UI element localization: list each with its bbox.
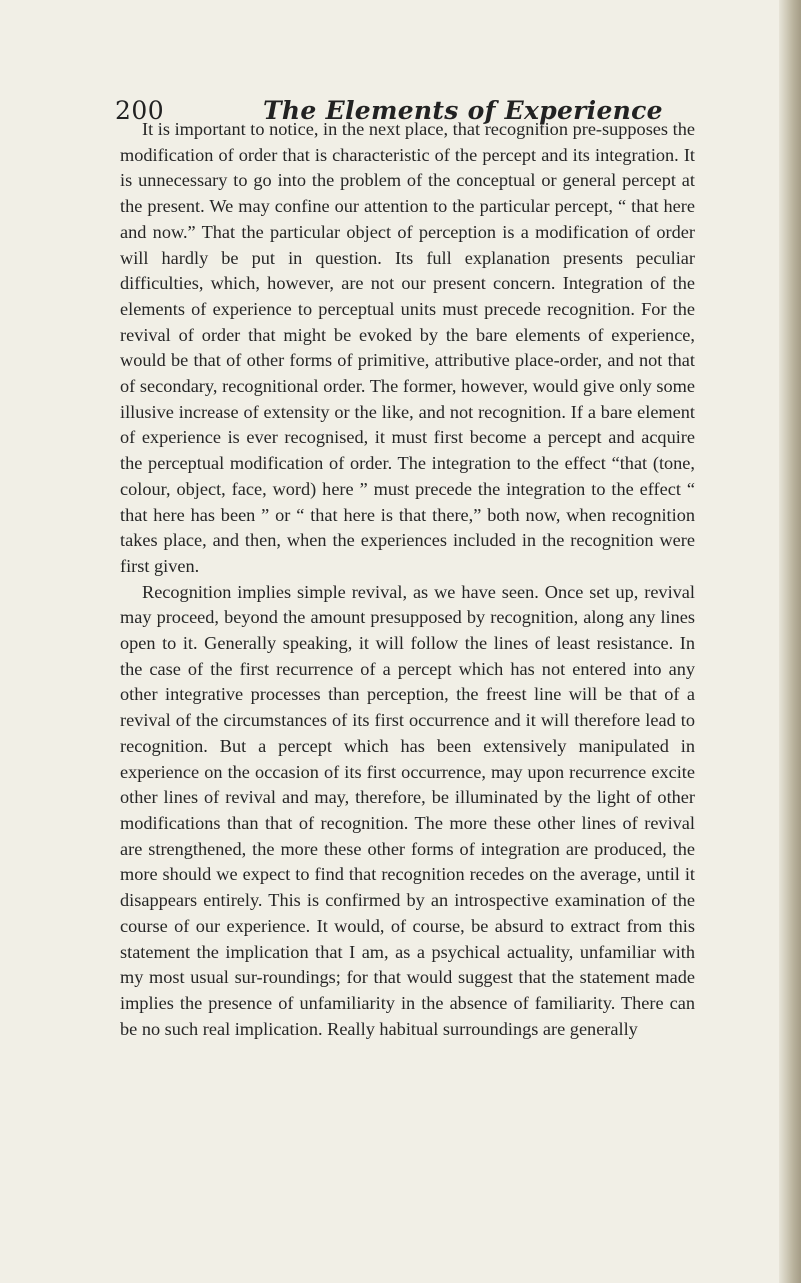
body-text [120, 117, 695, 1042]
paragraph-2: Recognition implies simple revival, as we have seen. Once set up, revival may proceed, beyond the amount presupposed by recognition, along any lines open to it. Generally speaking, it will follow the lines of least resistance. In the case of the first recurrence of a percept which has not entered into any other integrative processes than perception, the freest line will be that of a revival of the circumstances of its first occurrence and it will therefore lead to recognition. But a percept which has been extensively manipulated in experience on the occasion of its first occurrence, may upon recurrence excite other lines of revival and may, therefore, be illuminated by the light of other modifications than that of recognition. The more these other lines of revival are strengthened, the more these other forms of integration are produced, the more should we expect to find that recognition recedes on the average, until it disappears entirely. This is confirmed by an introspective examination of the course of our experience. It would, of course, be absurd to extract from this statement the implication that I am, as a psychical actuality, unfamiliar with my most usual sur-roundings; for that would suggest that the statement made implies the presence of unfamiliarity in the absence of familiarity. There can be no such real implication. Really habitual surroundings are generally [120, 581, 695, 1039]
running-head-title: The Elements of Experience [263, 96, 663, 125]
page-number: 200 [115, 96, 165, 125]
paragraph-1: It is important to notice, in the next place, that recognition pre-supposes the modification of order that is characteristic of the percept and its integration. It is unnecessary to go into the problem of the conceptual or general percept at the present. We may confine our attention to the particular percept, “ that here and now.” That the particular object of perception is a modification of order will hardly be put in question. Its full explanation presents peculiar difficulties, which, however, are not our present concern. Integration of the elements of experience to perceptual units must precede recognition. For the revival of order that might be evoked by the bare elements of experience, would be that of other forms of primitive, attributive place-order, and not that of secondary, recognitional order. The former, however, would give only some illusive increase of extensity or the like, and not recognition. If a bare element of experience is ever recognised, it must first become a percept and acquire the perceptual modification of order. The integration to the effect “that (tone, colour, object, face, word) here ” must precede the integration to the effect “ that here has been ” or “ that here is that there,” both now, when recognition takes place, and then, when the experiences included in the recognition were first given. [120, 119, 695, 576]
page-edge-shadow [779, 0, 801, 1283]
